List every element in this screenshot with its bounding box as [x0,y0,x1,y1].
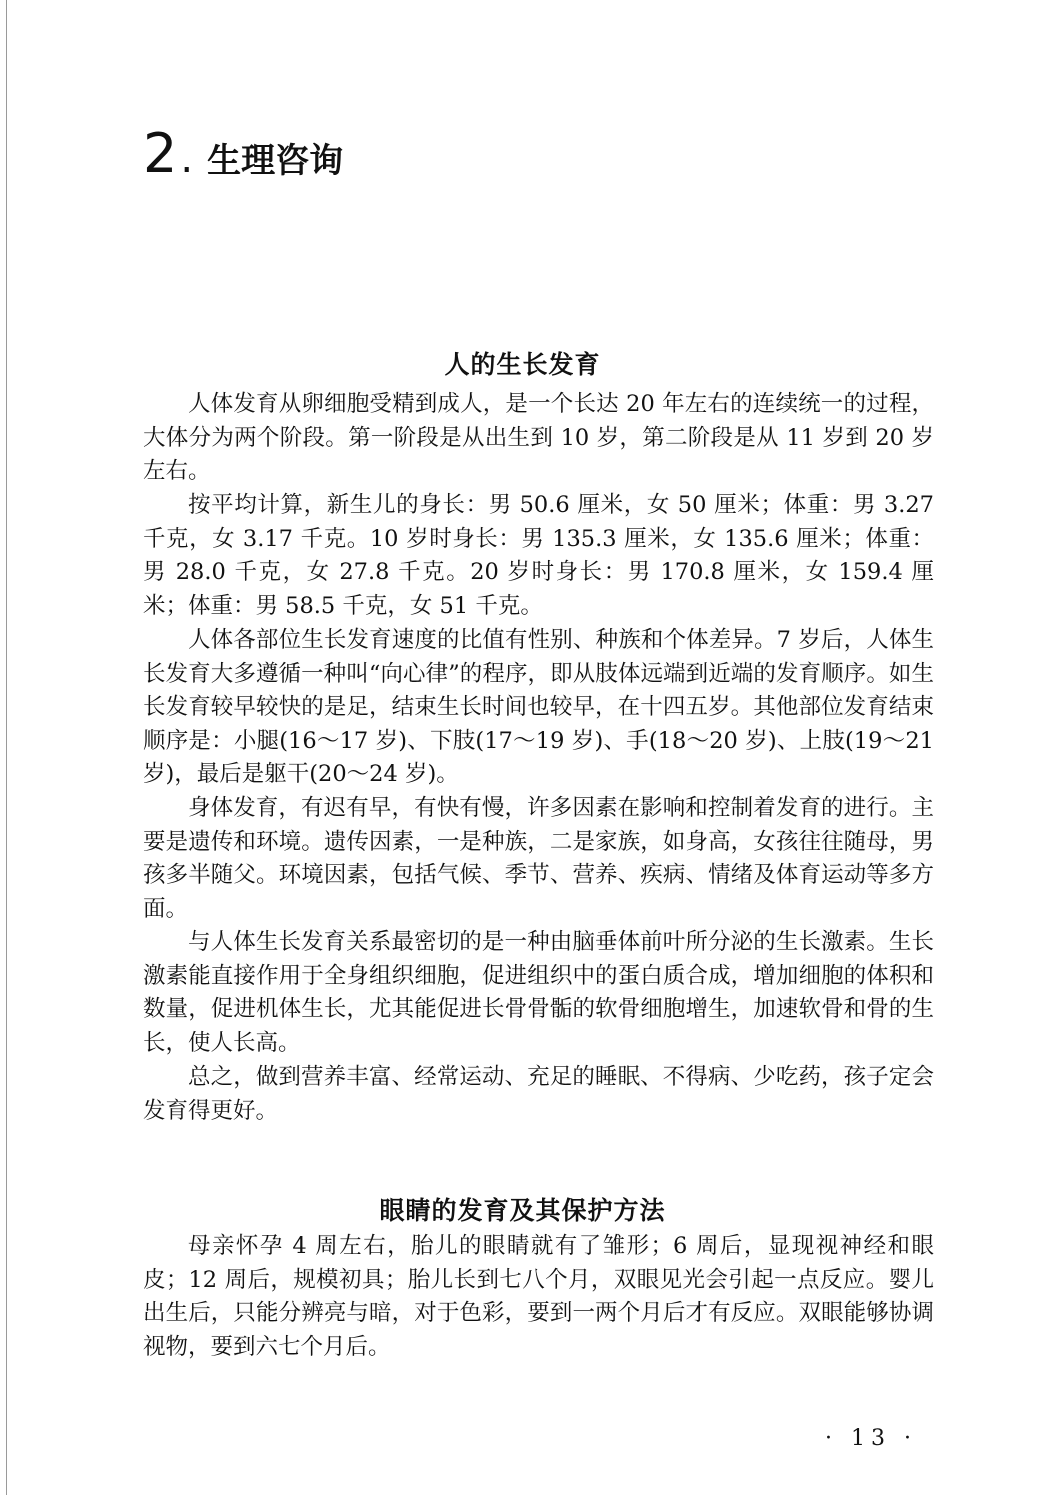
paragraph: 身体发育，有迟有早，有快有慢，许多因素在影响和控制着发育的进行。主要是遗传和环境。遗传因素，一是种族，二是家族，如身高，女孩往往随母，男孩多半随父。环境因素，包括气候、季节、营养、疾病、情绪及体育运动等多方面。 [143,795,934,922]
chapter-number: 2 [143,122,179,185]
chapter-heading [143,122,343,185]
page-edge-line [6,0,7,1495]
paragraph: 按平均计算，新生儿的身长：男 50.6 厘米，女 50 厘米；体重：男 3.27 千克，女 3.17 千克。10 岁时身长：男 135.3 厘米，女 135.6 厘米；体重：男 28.0 千克，女 27.8 千克。20 岁时身长：男 170.8 厘米，女 159.4 厘米；体重：男 58.5 千克，女 51 千克。 [143,492,934,619]
page-number: · 13 · [825,1426,917,1451]
section-title-eyes: 眼睛的发育及其保护方法 [379,1195,666,1225]
paragraph: 总之，做到营养丰富、经常运动、充足的睡眠、不得病、少吃药，孩子定会发育得更好。 [143,1064,934,1124]
chapter-number-dot: . [180,136,194,182]
section-title-growth: 人的生长发育 [444,349,601,379]
paragraph: 母亲怀孕 4 周左右，胎儿的眼睛就有了雏形；6 周后，显现视神经和眼皮；12 周后，规模初具；胎儿长到七八个月，双眼见光会引起一点反应。婴儿出生后，只能分辨亮与暗，对于色彩，要到一两个月后才有反应。双眼能够协调视物，要到六七个月后。 [143,1233,934,1360]
paragraph: 与人体生长发育关系最密切的是一种由脑垂体前叶所分泌的生长激素。生长激素能直接作用于全身组织细胞，促进组织中的蛋白质合成，增加细胞的体积和数量，促进机体生长，尤其能促进长骨骨骺的软骨细胞增生，加速软骨和骨的生长，使人长高。 [143,929,934,1056]
paragraph: 人体各部位生长发育速度的比值有性别、种族和个体差异。7 岁后，人体生长发育大多遵循一种叫“向心律”的程序，即从肢体远端到近端的发育顺序。如生长发育较早较快的是足，结束生长时间也较早，在十四五岁。其他部位发育结束顺序是：小腿(16～17 岁)、下肢(17～19 岁)、手(18～20 岁)、上肢(19～21 岁)，最后是躯干(20～24 岁)。 [143,627,934,788]
chapter-title: 生理咨询 [207,141,344,181]
paragraph: 人体发育从卵细胞受精到成人，是一个长达 20 年左右的连续统一的过程，大体分为两个阶段。第一阶段是从出生到 10 岁，第二阶段是从 11 岁到 20 岁左右。 [143,391,934,485]
